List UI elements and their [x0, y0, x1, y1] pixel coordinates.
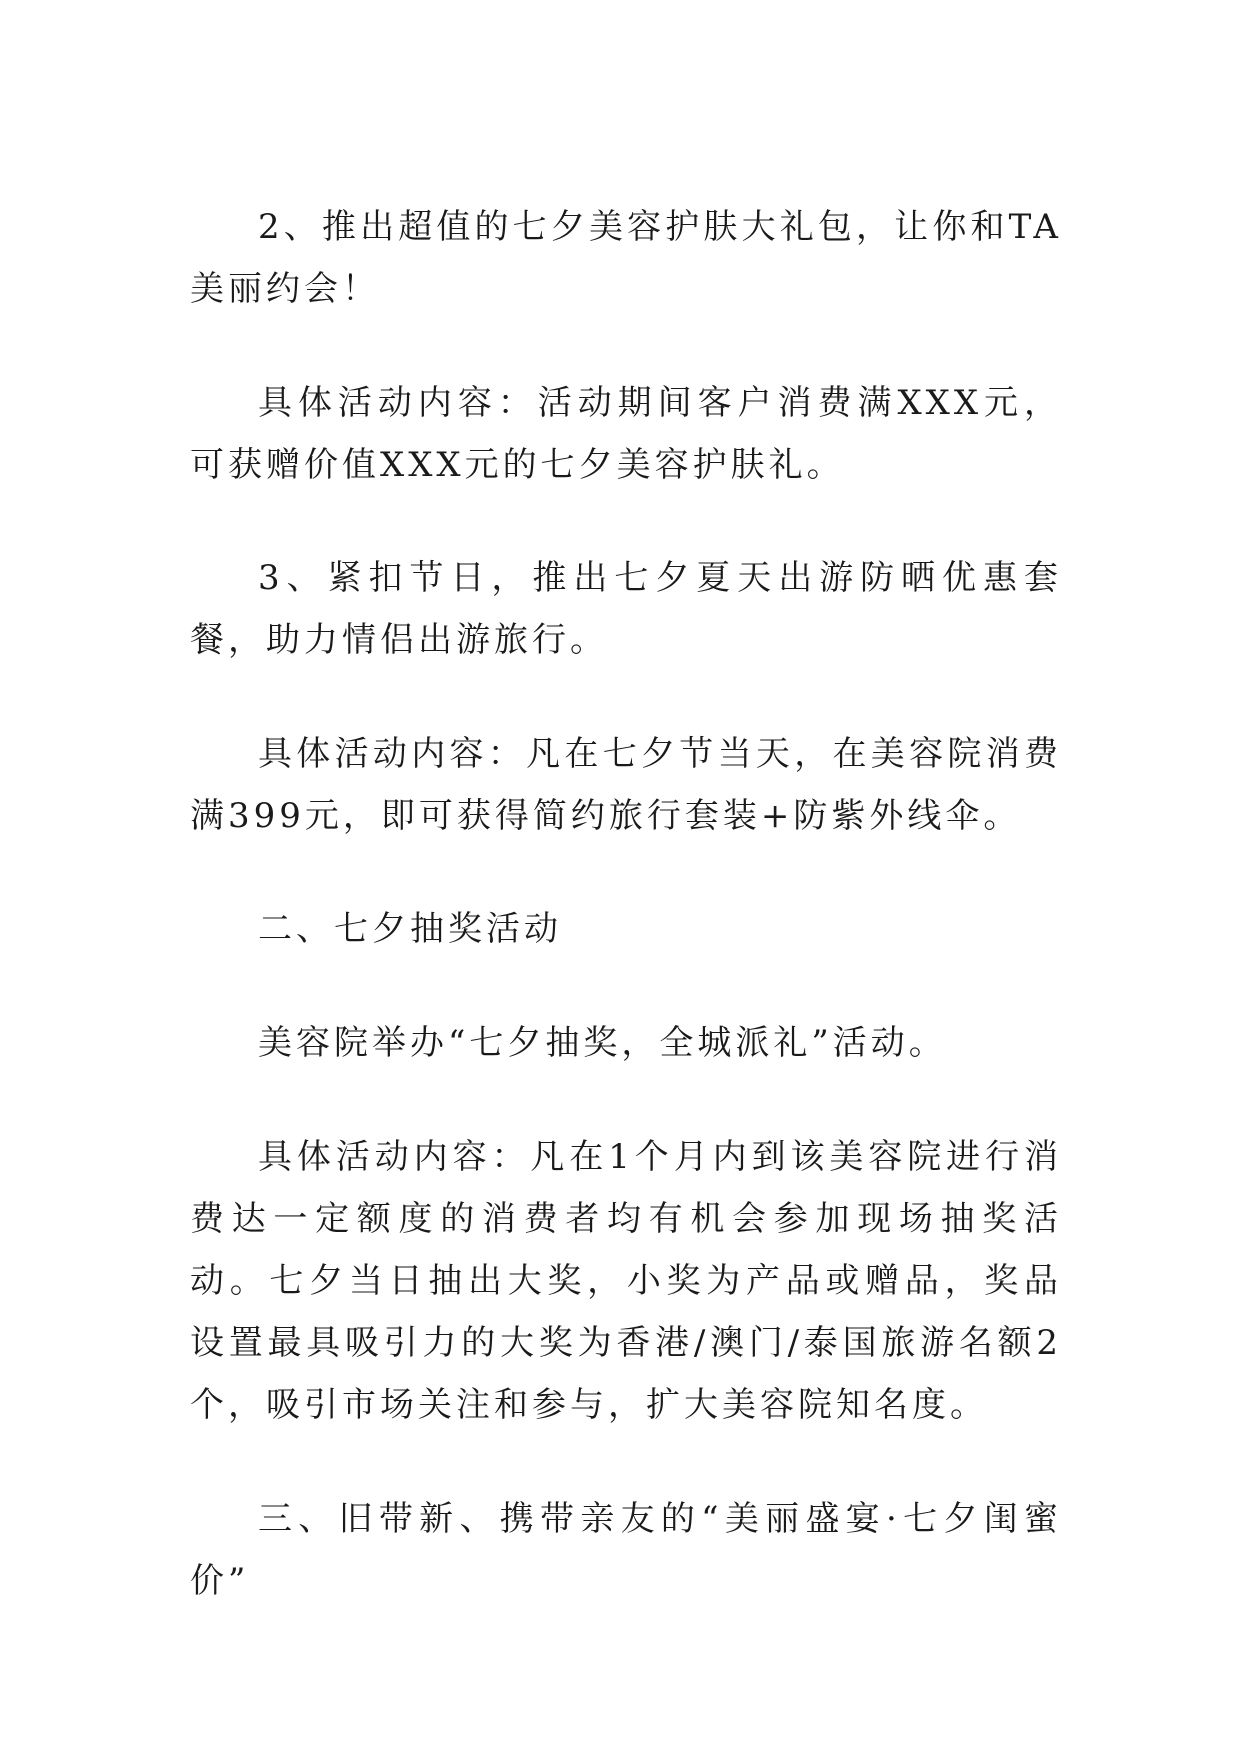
section-heading-lottery: 二、七夕抽奖活动 [258, 909, 562, 949]
section-heading-referral: 三、旧带新、携带亲友的“美丽盛宴·七夕闺蜜价” [190, 1499, 1062, 1601]
paragraph-travel-package-details: 具体活动内容：凡在七夕节当天，在美容院消费满399元，即可获得简约旅行套装+防紫外线伞。 [190, 734, 1062, 836]
paragraph-travel-package: 3、紧扣节日，推出七夕夏天出游防晒优惠套餐，助力情侣出游旅行。 [190, 558, 1062, 660]
paragraph-gift-package-details: 具体活动内容：活动期间客户消费满XXX元，可获赠价值XXX元的七夕美容护肤礼。 [190, 383, 1062, 485]
document-body [190, 196, 1062, 1662]
paragraph-lottery-intro: 美容院举办“七夕抽奖，全城派礼”活动。 [258, 1023, 947, 1063]
paragraph-gift-package: 2、推出超值的七夕美容护肤大礼包，让你和TA美丽约会！ [190, 207, 1062, 309]
paragraph-lottery-details: 具体活动内容：凡在1个月内到该美容院进行消费达一定额度的消费者均有机会参加现场抽奖活动。七夕当日抽出大奖，小奖为产品或赠品，奖品设置最具吸引力的大奖为香港/澳门/泰国旅游名额2个，吸引市场关注和参与，扩大美容院知名度。 [190, 1137, 1062, 1425]
